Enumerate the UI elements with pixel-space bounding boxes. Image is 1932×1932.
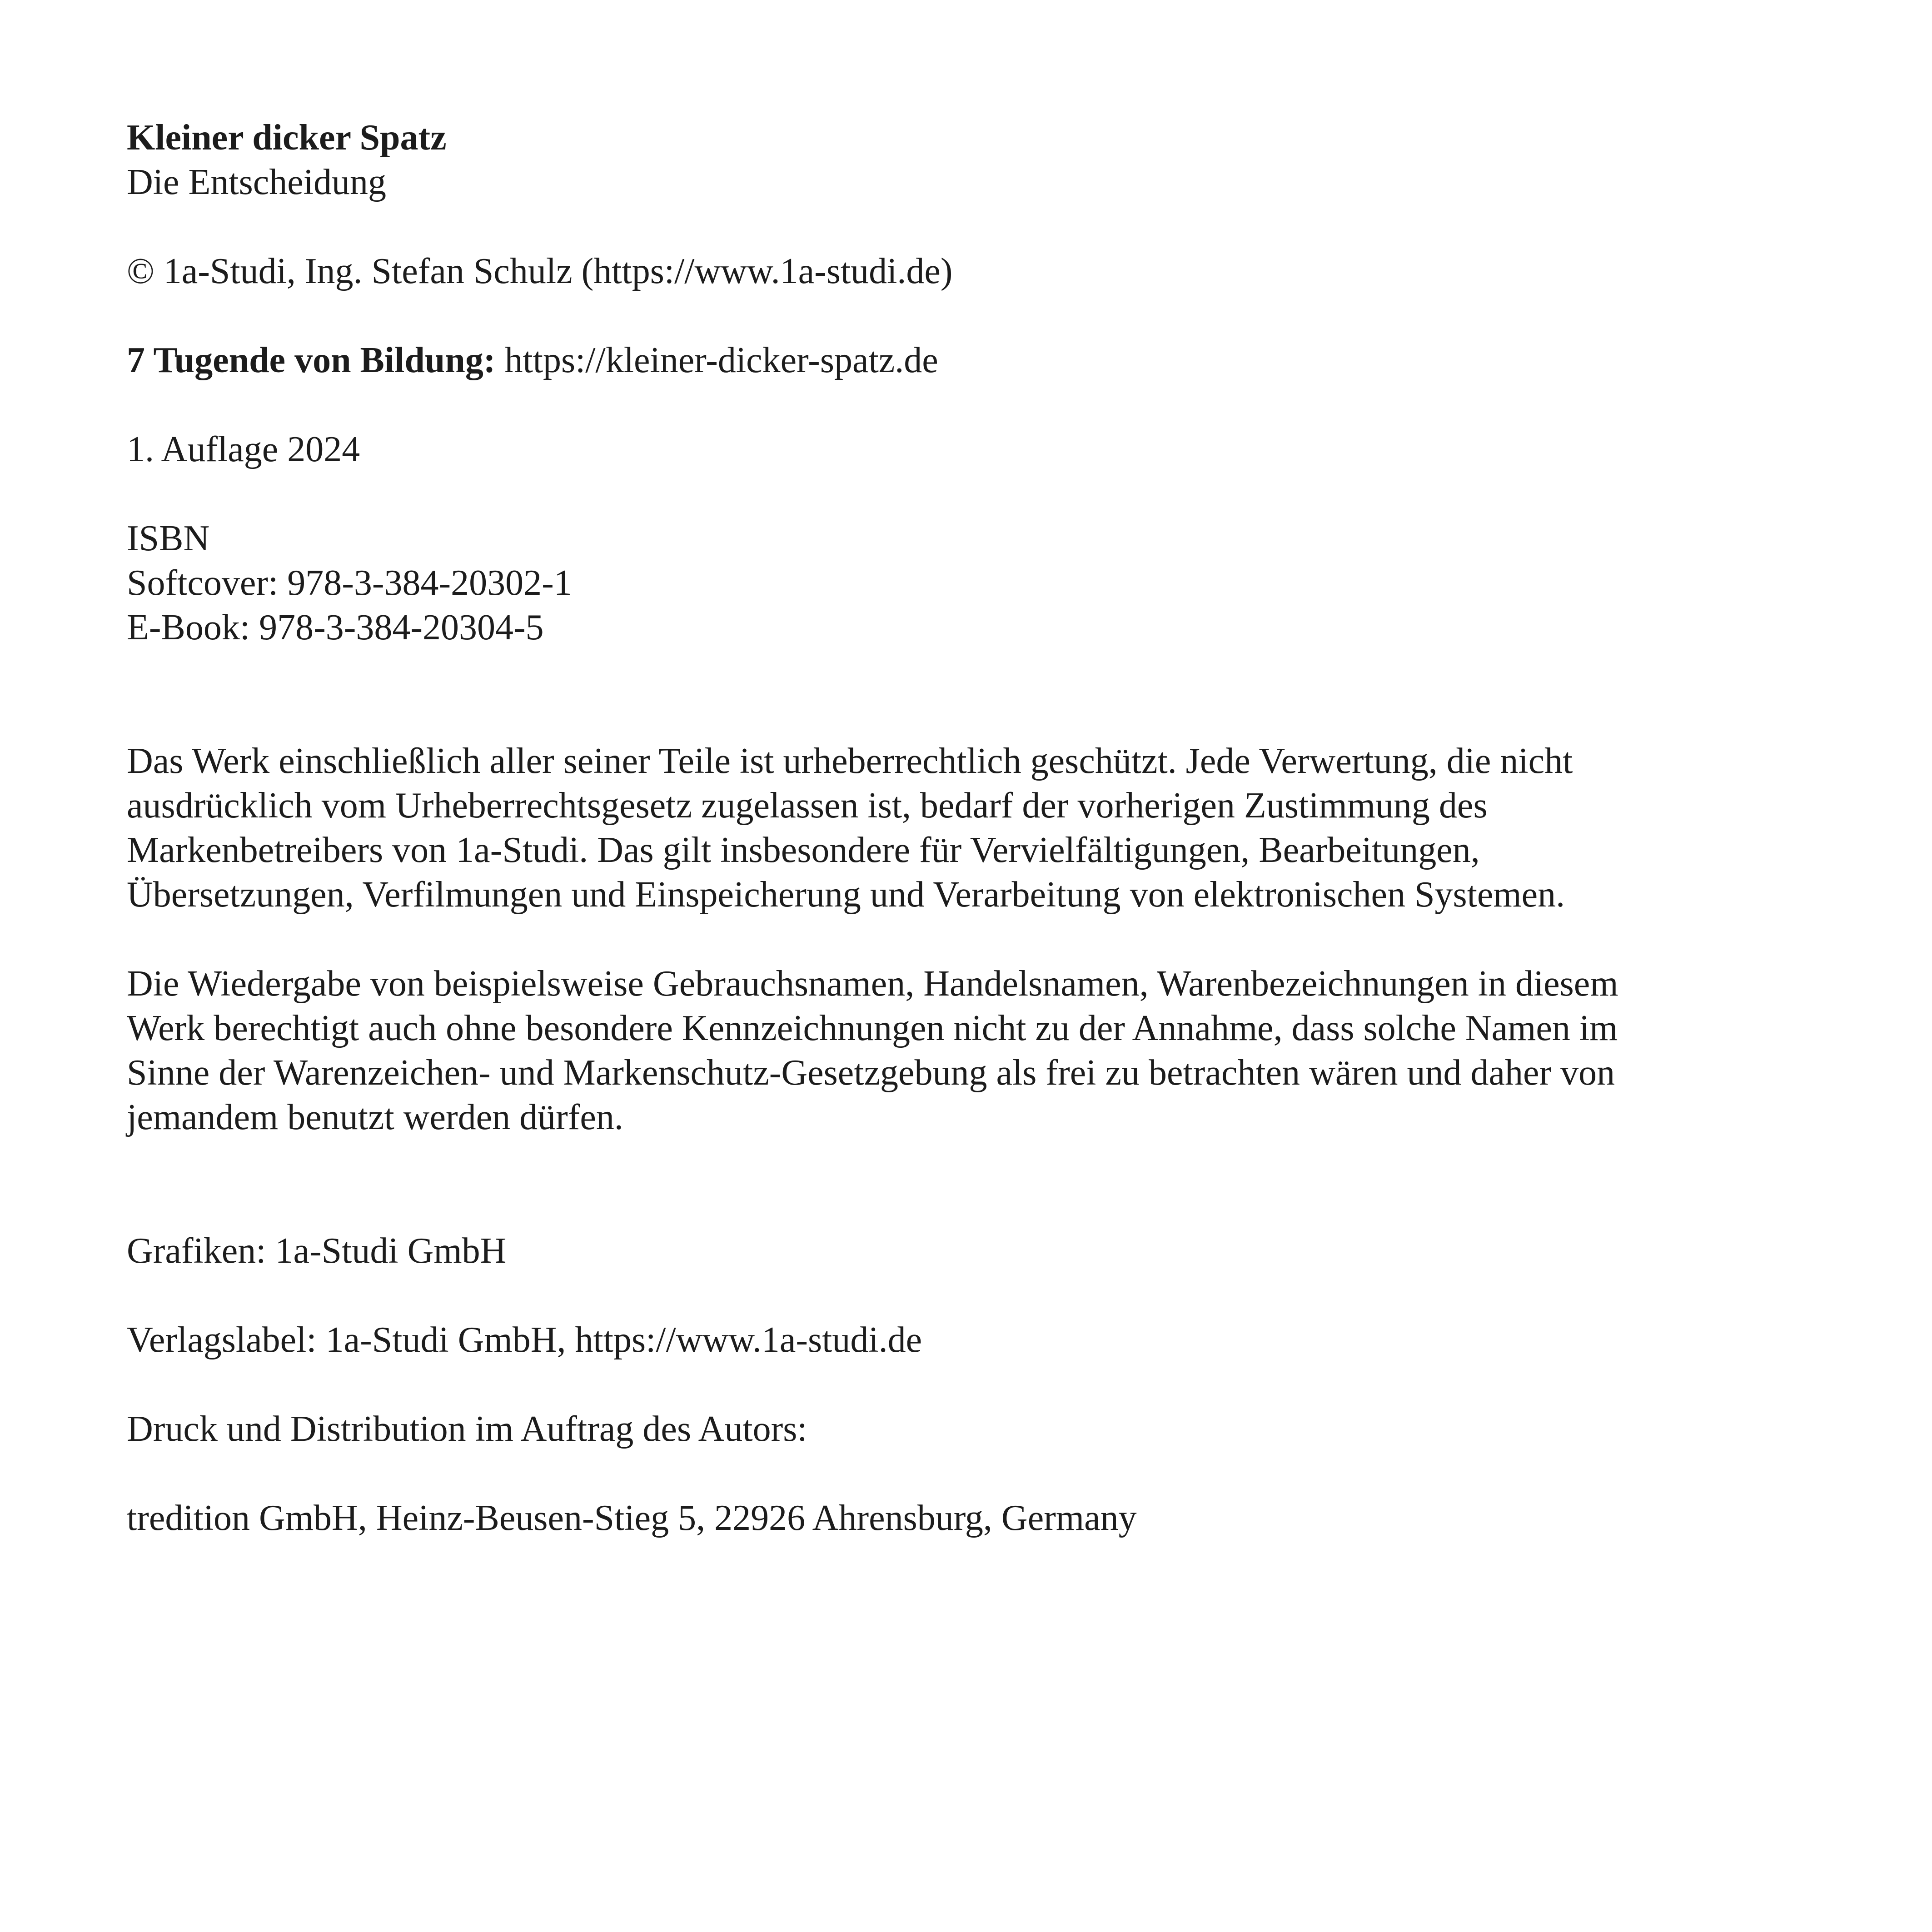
copyright-line: © 1a-Studi, Ing. Stefan Schulz (https://www.1a-studi.de) — [127, 251, 953, 291]
legal-line: Das Werk einschließlich aller seiner Teile ist urheberrechtlich geschützt. Jede Verwertung, die nicht — [127, 741, 1573, 781]
legal-line: jemandem benutzt werden dürfen. — [127, 1097, 623, 1137]
book-subtitle: Die Entscheidung — [127, 162, 386, 202]
legal-line: Übersetzungen, Verfilmungen und Einspeicherung und Verarbeitung von elektronischen Systemen. — [127, 875, 1565, 915]
imprint-page — [127, 115, 1844, 1540]
legal-paragraph-1 — [127, 739, 1844, 917]
legal-line: Markenbetreibers von 1a-Studi. Das gilt insbesondere für Vervielfältigungen, Bearbeitungen, — [127, 830, 1480, 870]
credits-grafiken: Grafiken: 1a-Studi GmbH — [127, 1231, 507, 1271]
edition-line: 1. Auflage 2024 — [127, 429, 360, 469]
tugenden-label: 7 Tugende von Bildung: — [127, 340, 496, 380]
isbn-ebook: E-Book: 978-3-384-20304-5 — [127, 607, 544, 647]
credits-address: tredition GmbH, Heinz-Beusen-Stieg 5, 22926 Ahrensburg, Germany — [127, 1498, 1137, 1538]
isbn-heading: ISBN — [127, 518, 210, 558]
isbn-softcover: Softcover: 978-3-384-20302-1 — [127, 563, 572, 603]
tugenden-line — [127, 338, 1844, 383]
legal-line: ausdrücklich vom Urheberrechtsgesetz zugelassen ist, bedarf der vorherigen Zustimmung des — [127, 786, 1488, 826]
legal-line: Werk berechtigt auch ohne besondere Kennzeichnungen nicht zu der Annahme, dass solche Namen im — [127, 1008, 1618, 1048]
legal-paragraph-2 — [127, 961, 1844, 1140]
credits-verlagslabel: Verlagslabel: 1a-Studi GmbH, https://www.1a-studi.de — [127, 1320, 922, 1360]
credits-druck: Druck und Distribution im Auftrag des Autors: — [127, 1409, 807, 1449]
book-title: Kleiner dicker Spatz — [127, 118, 447, 158]
tugenden-url: https://kleiner-dicker-spatz.de — [504, 340, 938, 380]
legal-line: Die Wiedergabe von beispielsweise Gebrauchsnamen, Handelsnamen, Warenbezeichnungen in diesem — [127, 964, 1618, 1004]
legal-line: Sinne der Warenzeichen- und Markenschutz-Gesetzgebung als frei zu betrachten wären und daher von — [127, 1053, 1615, 1093]
